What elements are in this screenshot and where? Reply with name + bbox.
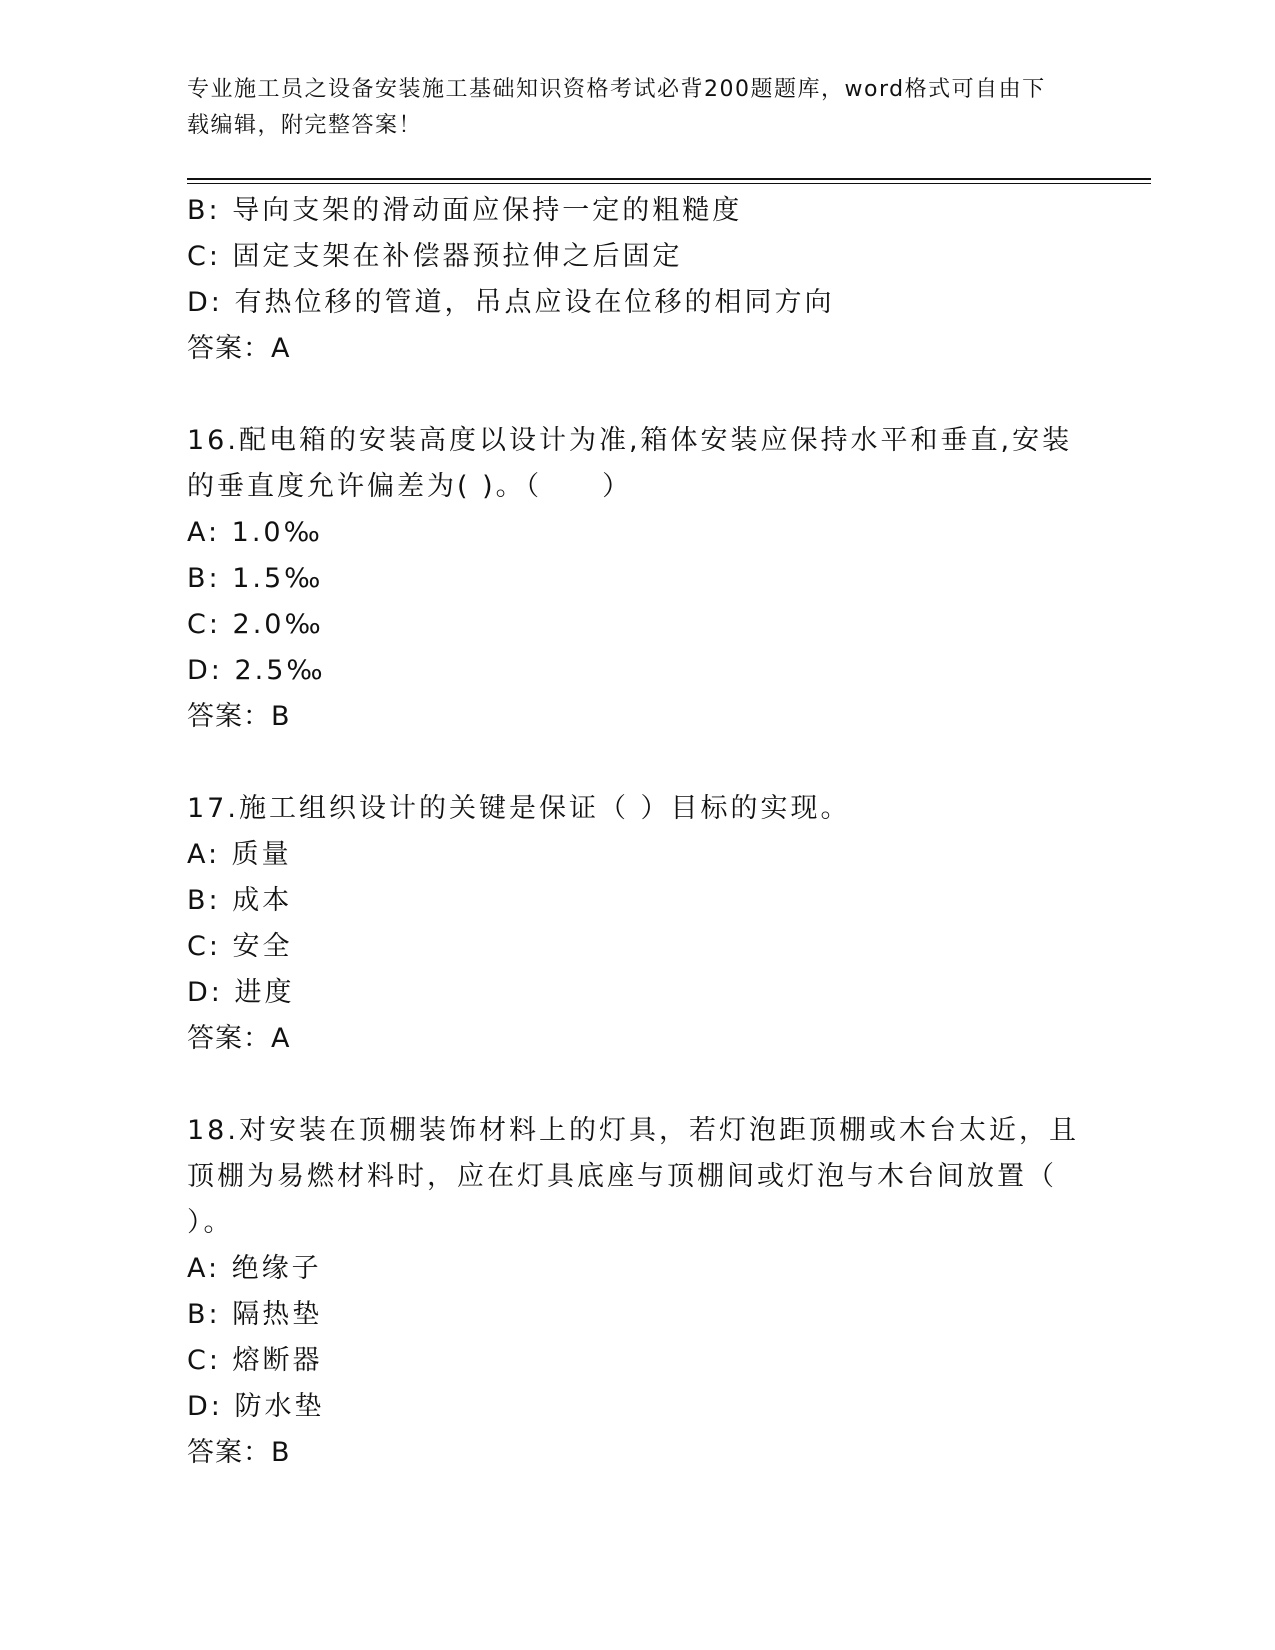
question-15-continued <box>187 188 1087 372</box>
question-16 <box>187 418 1087 740</box>
option-b: B: 导向支架的滑动面应保持一定的粗糙度 <box>187 195 743 226</box>
spacer <box>187 1062 1087 1108</box>
option-d: D: 有热位移的管道，吊点应设在位移的相同方向 <box>187 287 835 318</box>
option-a: A: 1.0‰ <box>187 517 323 548</box>
option-a: A: 质量 <box>187 839 292 870</box>
option-d: D: 进度 <box>187 977 295 1008</box>
option-c: C: 熔断器 <box>187 1345 323 1376</box>
option-d: D: 2.5‰ <box>187 655 326 686</box>
option-c: C: 2.0‰ <box>187 609 324 640</box>
document-header: 专业施工员之设备安装施工基础知识资格考试必背200题题库，word格式可自由下载编辑，附完整答案！ <box>187 77 1046 138</box>
header-divider-thick <box>187 178 1151 180</box>
question-text: 17.施工组织设计的关键是保证（ ）目标的实现。 <box>187 793 851 824</box>
option-b: B: 1.5‰ <box>187 563 324 594</box>
answer: 答案：B <box>187 1437 291 1468</box>
option-c: C: 固定支架在补偿器预拉伸之后固定 <box>187 241 683 272</box>
header-divider-thin <box>187 183 1151 184</box>
question-18 <box>187 1108 1087 1476</box>
question-17 <box>187 786 1087 1062</box>
document-body <box>187 188 1087 1476</box>
question-text: 18.对安装在顶棚装饰材料上的灯具，若灯泡距顶棚或木台太近，且顶棚为易燃材料时，应在灯具底座与顶棚间或灯泡与木台间放置（ ）。 <box>187 1115 1079 1238</box>
answer: 答案：A <box>187 333 291 364</box>
answer: 答案：A <box>187 1023 291 1054</box>
option-b: B: 成本 <box>187 885 293 916</box>
spacer <box>187 740 1087 786</box>
answer: 答案：B <box>187 701 291 732</box>
option-a: A: 绝缘子 <box>187 1253 322 1284</box>
option-c: C: 安全 <box>187 931 293 962</box>
option-d: D: 防水垫 <box>187 1391 325 1422</box>
spacer <box>187 372 1087 418</box>
question-text: 16.配电箱的安装高度以设计为准,箱体安装应保持水平和垂直,安装的垂直度允许偏差为( )。（ ） <box>187 425 1073 502</box>
option-b: B: 隔热垫 <box>187 1299 323 1330</box>
